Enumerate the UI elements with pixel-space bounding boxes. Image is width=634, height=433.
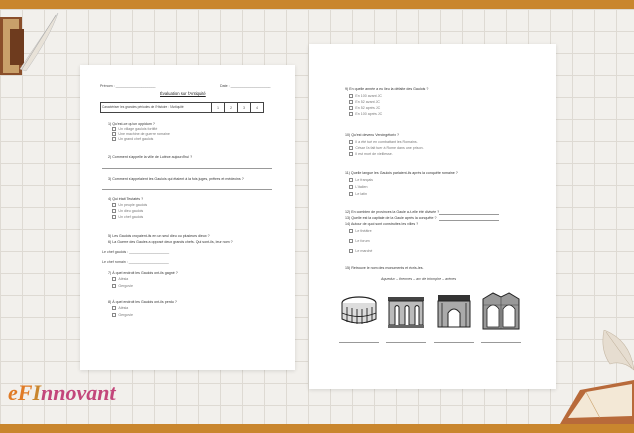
q8-option-1[interactable]: Alésia <box>112 306 128 311</box>
brand-initial: I <box>32 380 42 405</box>
answer-line <box>102 168 272 169</box>
top-accent-bar <box>0 0 634 9</box>
question-4: 4) Qui était Teutatès ? <box>108 197 144 201</box>
brand-prefix: eF <box>8 380 33 405</box>
q10-option-2[interactable]: César l'a fait tuer à Rome dans une prison. <box>349 146 424 151</box>
periods-table <box>100 102 264 113</box>
q9-option-1[interactable]: En 100 avant JC <box>349 94 382 99</box>
q8-option-2[interactable]: Gergovie <box>112 313 133 318</box>
periods-label: Caractériser les grandes périodes de l'Histoire : l'Antiquité <box>101 103 212 113</box>
answer-line <box>434 342 474 343</box>
q7-option-2[interactable]: Gergovie <box>112 284 133 289</box>
brand-main: nnovant <box>41 380 116 405</box>
date-field: Date : ____________________ <box>220 84 271 88</box>
monuments-hint: Aqueduc – thermes – arc de triomphe – arènes <box>381 277 457 281</box>
question-13: 13) Quelle est la capitale de la Gaule après la conquête ? <box>345 216 437 220</box>
books-quill-icon <box>0 9 60 79</box>
page-title: Évaluation sur l'Antiquité <box>160 91 206 96</box>
question-6: 6) La Guerre des Gaules a opposé deux grands chefs. Qui sont-ils, leur nom ? <box>108 240 233 244</box>
q1-option-2[interactable]: Une machine de guerre romaine <box>112 132 170 137</box>
worksheet-page-1 <box>80 65 295 370</box>
period-col-2: 2 <box>225 103 238 113</box>
bottom-accent-bar <box>0 424 634 433</box>
question-15: 15) Retrouve le nom des monuments et écris-les. <box>345 266 424 270</box>
q9-option-4[interactable]: En 100 après JC <box>349 112 382 117</box>
arc-de-triomphe-icon <box>434 289 474 333</box>
period-col-3: 3 <box>238 103 251 113</box>
q9-option-2[interactable]: En 52 avant JC <box>349 100 380 105</box>
answer-line <box>386 342 426 343</box>
question-9: 9) En quelle année a eu lieu la défaite des Gaulois ? <box>345 87 429 91</box>
question-7: 7) À quel endroit les Gaulois ont-ils gagné ? <box>108 271 178 275</box>
q10-option-3[interactable]: Il est mort de vieillesse. <box>349 152 393 157</box>
q1-option-3[interactable]: Un grand chef gaulois <box>112 137 153 142</box>
aqueduc-icon <box>386 289 426 333</box>
q14-option-2[interactable]: Le forum <box>349 239 370 244</box>
chef-romain-field: Le chef romain : ____________________ <box>102 260 169 264</box>
book-quill-icon <box>560 330 634 424</box>
answer-line <box>102 189 272 190</box>
q11-option-2[interactable]: L'italien <box>349 185 367 190</box>
question-5: 5) Les Gaulois croyaient-ils en un seul dieu ou plusieurs dieux ? <box>108 234 210 238</box>
prenom-field: Prénom : ____________________ <box>100 84 156 88</box>
question-11: 11) Quelle langue les Gaulois parlaient-ils après la conquête romaine ? <box>345 171 458 175</box>
period-col-1: 1 <box>212 103 225 113</box>
answer-line <box>439 214 499 215</box>
q4-option-2[interactable]: Un dieu gaulois <box>112 209 143 214</box>
q14-option-1[interactable]: Le théâtre <box>349 229 372 234</box>
question-12: 12) En combien de provinces la Gaule a-t-elle été divisée ? <box>345 210 440 214</box>
q11-option-1[interactable]: Le français <box>349 178 373 183</box>
worksheet-page-2 <box>309 44 556 389</box>
q1-option-1[interactable]: Un village gaulois fortifié <box>112 127 157 132</box>
answer-line <box>339 342 379 343</box>
q10-option-1[interactable]: Il a été tué en combattant les Romains. <box>349 140 418 145</box>
brand-logo <box>8 380 116 406</box>
chef-gaulois-field: Le chef gaulois : ____________________ <box>102 250 170 254</box>
question-1: 1) Qu'est-ce qu'un oppidum ? <box>108 122 155 126</box>
answer-line <box>439 220 499 221</box>
q4-option-3[interactable]: Un chef gaulois <box>112 215 143 220</box>
q4-option-1[interactable]: Un peuple gaulois <box>112 203 147 208</box>
thermes-icon <box>481 289 521 333</box>
q9-option-3[interactable]: En 52 après JC <box>349 106 380 111</box>
question-14: 14) Autour de quoi sont construites les villes ? <box>345 222 419 226</box>
q14-option-3[interactable]: Le marché <box>349 249 372 254</box>
question-2: 2) Comment s'appelle la ville de Lutèce aujourd'hui ? <box>108 155 193 159</box>
question-3: 3) Comment s'appelaient les Gaulois qui étaient à la fois juges, prêtres et médecins ? <box>108 177 244 181</box>
arenes-icon <box>339 289 379 333</box>
question-10: 10) Qu'est devenu Vercingétorix ? <box>345 133 400 137</box>
period-col-4: 4 <box>251 103 264 113</box>
answer-line <box>481 342 521 343</box>
question-8: 8) À quel endroit les Gaulois ont-ils perdu ? <box>108 300 177 304</box>
q11-option-3[interactable]: Le latin <box>349 192 367 197</box>
q7-option-1[interactable]: Alésia <box>112 277 128 282</box>
